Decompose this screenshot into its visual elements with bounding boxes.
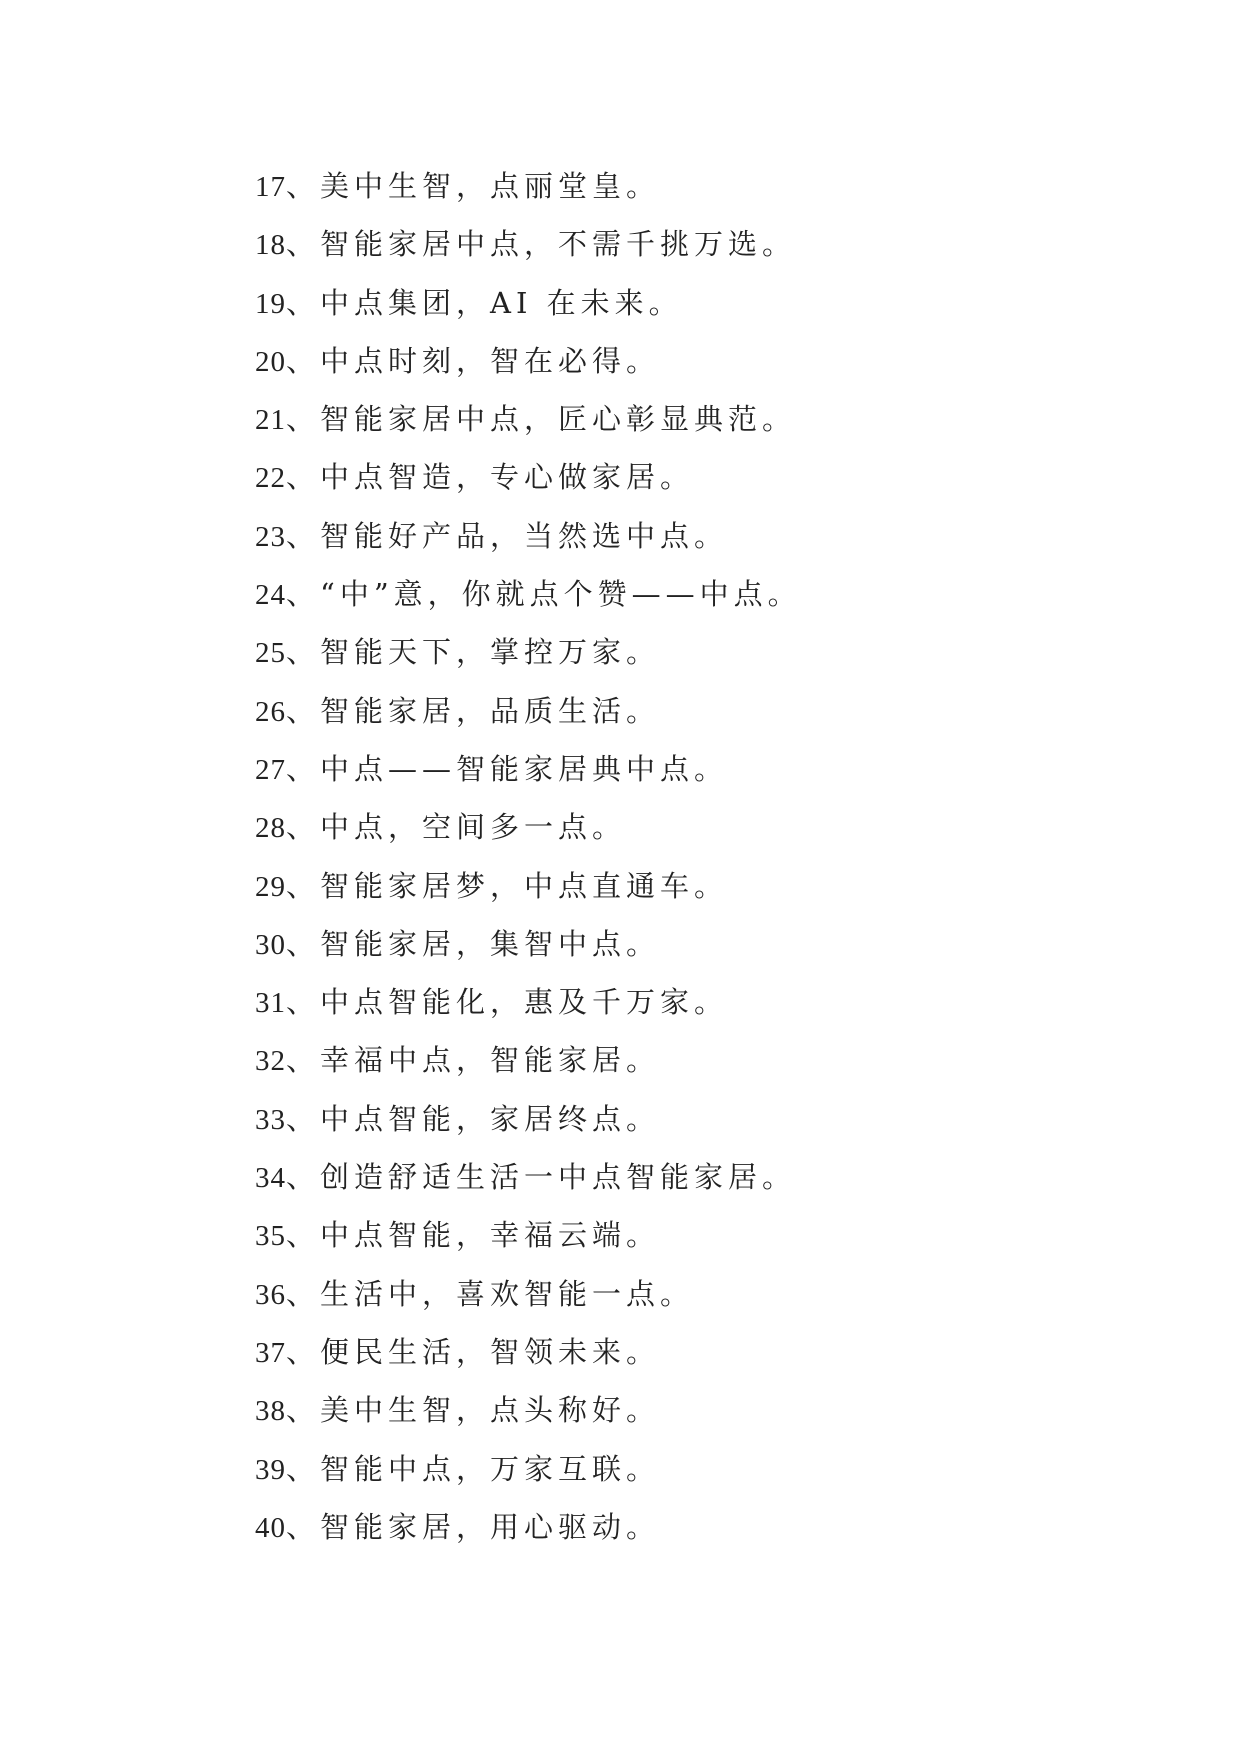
list-item xyxy=(255,973,802,1031)
item-separator: 、 xyxy=(286,1043,321,1078)
item-text: 智能家居，品质生活。 xyxy=(320,693,661,728)
list-item xyxy=(255,332,802,390)
item-separator: 、 xyxy=(286,1509,321,1544)
list-item xyxy=(255,157,802,215)
item-number: 36 xyxy=(255,1278,286,1311)
item-text: 智能好产品，当然选中点。 xyxy=(320,518,729,553)
list-item xyxy=(255,857,802,915)
item-separator: 、 xyxy=(286,1218,321,1253)
item-separator: 、 xyxy=(286,1160,321,1195)
item-number: 38 xyxy=(255,1395,286,1428)
list-item xyxy=(255,1206,802,1264)
item-number: 29 xyxy=(255,870,286,903)
item-number: 23 xyxy=(255,520,286,553)
item-number: 22 xyxy=(255,462,286,495)
item-text: 中点，空间多一点。 xyxy=(320,810,627,845)
item-number: 21 xyxy=(255,404,286,437)
list-item xyxy=(255,565,802,623)
item-separator: 、 xyxy=(286,868,321,903)
item-separator: 、 xyxy=(286,751,321,786)
item-text: 智能家居梦，中点直通车。 xyxy=(320,868,729,903)
item-text: 智能家居，用心驱动。 xyxy=(320,1509,661,1544)
list-item xyxy=(255,1440,802,1498)
list-item xyxy=(255,1031,802,1089)
item-separator: 、 xyxy=(286,227,321,262)
list-item xyxy=(255,274,802,332)
item-separator: 、 xyxy=(286,810,321,845)
item-separator: 、 xyxy=(286,693,321,728)
item-number: 28 xyxy=(255,812,286,845)
list-item xyxy=(255,740,802,798)
list-item xyxy=(255,623,802,681)
item-number: 18 xyxy=(255,229,286,262)
list-item xyxy=(255,507,802,565)
item-number: 27 xyxy=(255,753,286,786)
item-separator: 、 xyxy=(286,518,321,553)
list-item xyxy=(255,1090,802,1148)
item-separator: 、 xyxy=(286,635,321,670)
list-item xyxy=(255,390,802,448)
list-item xyxy=(255,1265,802,1323)
list-item xyxy=(255,448,802,506)
item-separator: 、 xyxy=(286,169,321,203)
item-number: 40 xyxy=(255,1511,286,1544)
item-text: 智能家居中点，匠心彰显典范。 xyxy=(320,402,797,437)
item-number: 31 xyxy=(255,987,286,1020)
item-separator: 、 xyxy=(286,926,321,961)
list-item xyxy=(255,915,802,973)
item-text: 智能家居中点，不需千挑万选。 xyxy=(320,227,797,262)
list-item xyxy=(255,798,802,856)
list-item xyxy=(255,1323,802,1381)
item-separator: 、 xyxy=(286,985,321,1020)
list-item xyxy=(255,1381,802,1439)
item-text: 美中生智，点头称好。 xyxy=(320,1393,661,1428)
item-number: 37 xyxy=(255,1336,286,1369)
item-text: 中点——智能家居典中点。 xyxy=(320,751,729,786)
item-text: 生活中，喜欢智能一点。 xyxy=(320,1276,695,1311)
item-separator: 、 xyxy=(286,1451,321,1486)
item-number: 25 xyxy=(255,637,286,670)
item-text: 智能家居，集智中点。 xyxy=(320,926,661,961)
item-separator: 、 xyxy=(286,285,321,320)
list-item xyxy=(255,682,802,740)
list-item xyxy=(255,215,802,273)
item-separator: 、 xyxy=(286,577,321,612)
item-text: 中点集团，AI 在未来。 xyxy=(320,285,683,320)
item-text: 中点智能化，惠及千万家。 xyxy=(320,985,729,1020)
item-number: 19 xyxy=(255,287,286,320)
item-text: 幸福中点，智能家居。 xyxy=(320,1043,661,1078)
item-number: 26 xyxy=(255,695,286,728)
slogan-list xyxy=(255,157,802,1556)
item-text: 美中生智，点丽堂皇。 xyxy=(320,169,661,203)
list-item xyxy=(255,1148,802,1206)
item-text: 智能天下，掌控万家。 xyxy=(320,635,661,670)
item-text: 中点智能，幸福云端。 xyxy=(320,1218,661,1253)
item-text: “中”意，你就点个赞——中点。 xyxy=(320,577,802,612)
item-text: 中点时刻，智在必得。 xyxy=(320,343,661,378)
item-separator: 、 xyxy=(286,343,321,378)
item-separator: 、 xyxy=(286,1101,321,1136)
item-text: 创造舒适生活一中点智能家居。 xyxy=(320,1160,797,1195)
item-text: 中点智造，专心做家居。 xyxy=(320,460,695,495)
item-number: 30 xyxy=(255,928,286,961)
list-item xyxy=(255,1498,802,1556)
item-number: 20 xyxy=(255,345,286,378)
item-text: 便民生活，智领未来。 xyxy=(320,1334,661,1369)
item-text: 中点智能，家居终点。 xyxy=(320,1101,661,1136)
item-number: 17 xyxy=(255,171,286,203)
item-number: 35 xyxy=(255,1220,286,1253)
item-separator: 、 xyxy=(286,1334,321,1369)
item-separator: 、 xyxy=(286,402,321,437)
item-number: 39 xyxy=(255,1453,286,1486)
item-text: 智能中点，万家互联。 xyxy=(320,1451,661,1486)
item-separator: 、 xyxy=(286,460,321,495)
item-separator: 、 xyxy=(286,1276,321,1311)
item-number: 24 xyxy=(255,579,286,612)
item-number: 33 xyxy=(255,1103,286,1136)
item-number: 32 xyxy=(255,1045,286,1078)
item-separator: 、 xyxy=(286,1393,321,1428)
item-number: 34 xyxy=(255,1162,286,1195)
